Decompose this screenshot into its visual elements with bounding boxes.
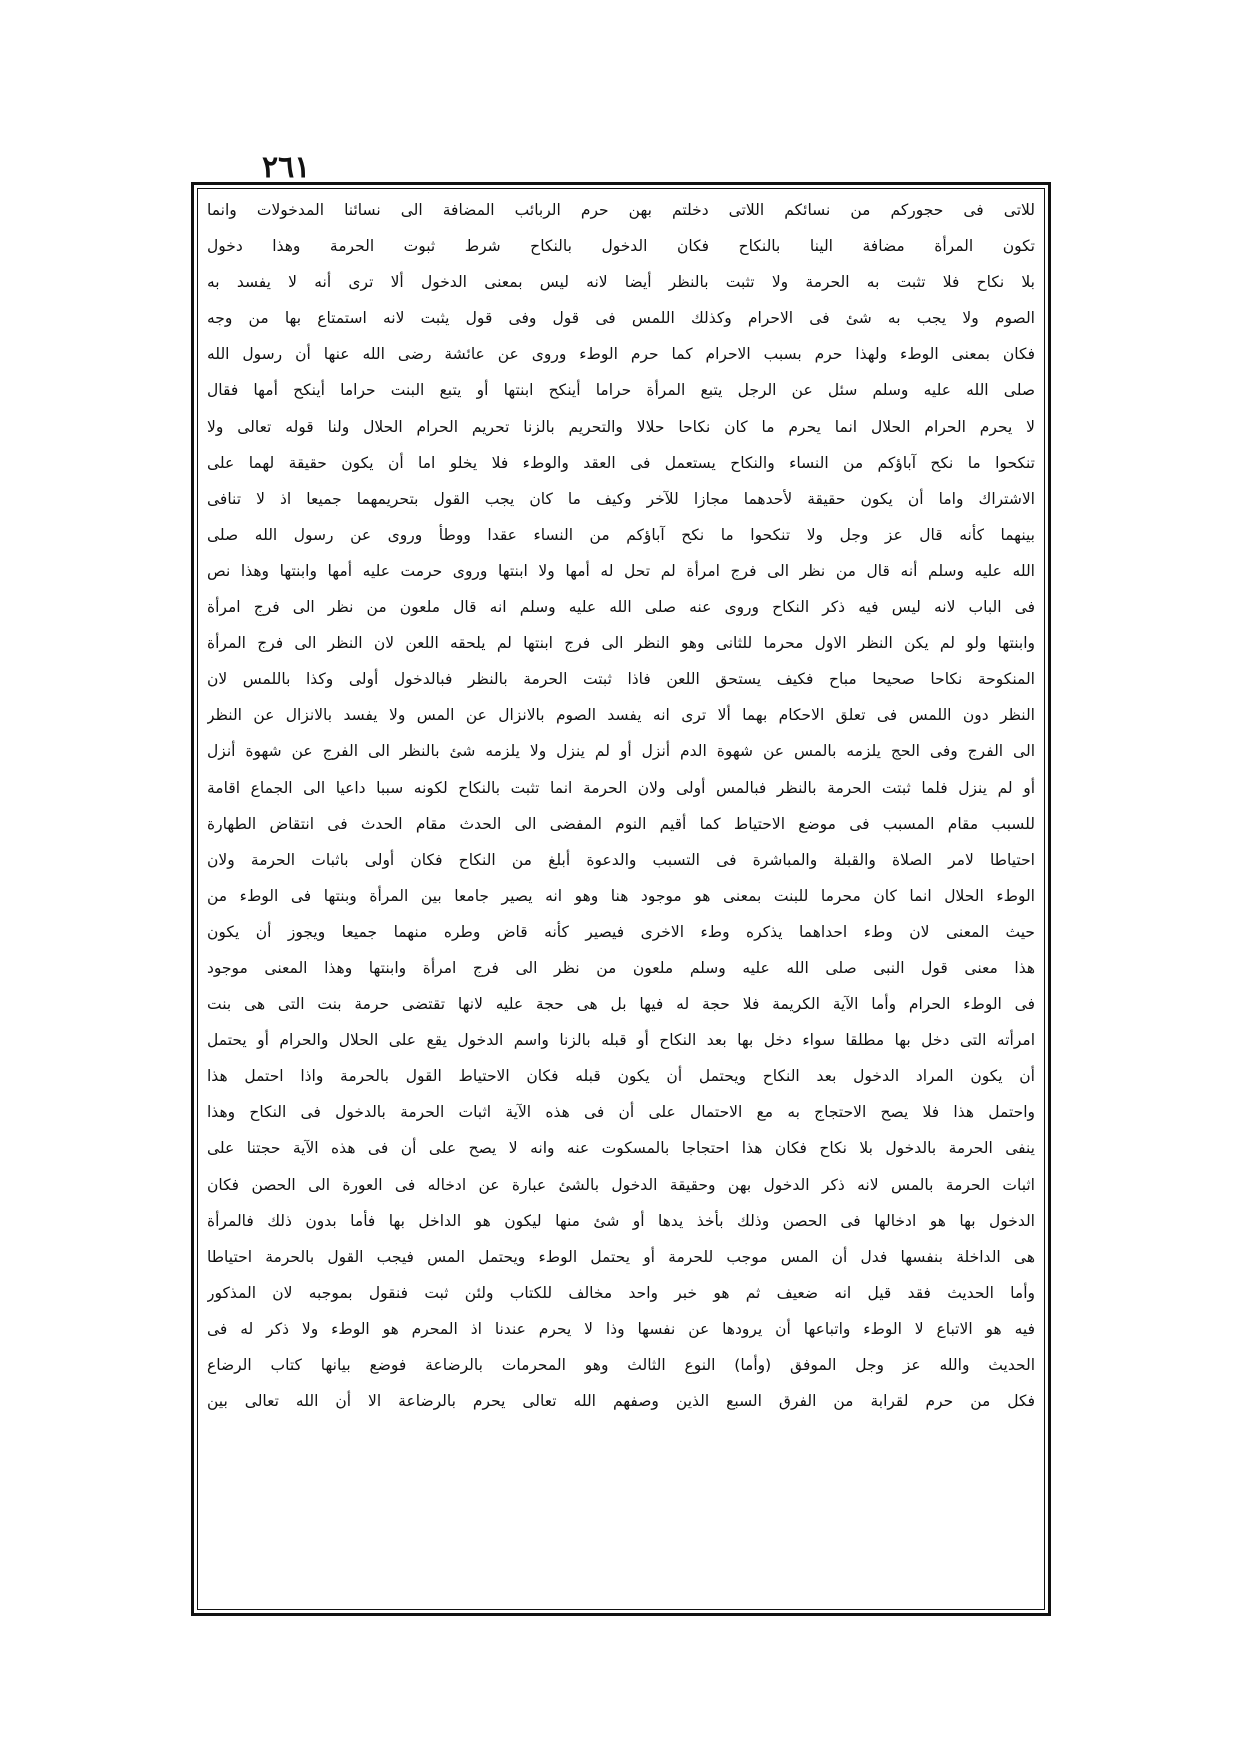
text-line: أن يكون المراد الدخول بعد النكاح ويحتمل أن يكون قبله فكان الاحتياط القول بالحرمة واذا احتمل هذا: [207, 1067, 1035, 1086]
text-line: فكل من حرم لقرابة من الفرق السبع الذين وصفهم الله تعالى يحرم بالرضاعة الا أن الله تعالى بين: [207, 1392, 1035, 1411]
text-line: فكان بمعنى الوطء ولهذا حرم بسبب الاحرام كما حرم الوطء وروى عن عائشة رضى الله عنها أن رسول الله: [207, 345, 1035, 364]
text-line: الوطء الحلال انما كان محرما للبنت بمعنى هو موجود هنا وهو انه يصير جامعا بين المرأة وبنتها فى الوطء من: [207, 886, 1035, 905]
text-line: امرأته التى دخل بها مطلقا سواء دخل بها بعد النكاح أو قبله بالزنا واسم الدخول يقع على الحلال والحرام أو يحتمل: [207, 1031, 1035, 1050]
text-line: الدخول بها هو ادخالها فى الحصن وذلك بأخذ يدها أو شئ منها ليكون هو الداخل بها فأما بدون ذلك فالمرأة: [207, 1211, 1035, 1230]
text-line: أو لم ينزل فلما ثبتت الحرمة بالنظر فبالمس أولى ولان الحرمة انما تثبت بالنكاح لكونه سببا داعيا الى الجماع اقامة: [207, 778, 1035, 797]
text-line: فى الوطء الحرام وأما الآية الكريمة فلا حجة له فيها بل هى حجة عليه لانها تقتضى حرمة بنت التى هى بنت: [207, 995, 1035, 1014]
text-line: اثبات الحرمة بالمس لانه ذكر الدخول بهن وحقيقة الدخول بالشئ عبارة عن ادخاله فى العورة الى الحصن فكان: [207, 1175, 1035, 1194]
text-line: وابنتها ولو لم يكن النظر الاول محرما للثانى وهو النظر الى فرج ابنتها لم يلحقه اللعن لان النظر الى فرج المرأة: [207, 634, 1035, 653]
text-line: هى الداخلة بنفسها فدل أن المس موجب للحرمة أو يحتمل الوطء ويحتمل المس فيجب القول بالحرمة احتياطا: [207, 1247, 1035, 1266]
body-text: [207, 192, 1035, 1602]
text-line: تكون المرأة مضافة الينا بالنكاح فكان الدخول بالنكاح شرط ثبوت الحرمة وهذا دخول: [207, 237, 1035, 256]
text-line: الصوم ولا يجب به شئ فى الاحرام وكذلك اللمس فى قول وفى قول يثبت لانه استمتاع بها من وجه: [207, 309, 1035, 328]
text-line: صلى الله عليه وسلم سئل عن الرجل يتبع المرأة حراما أينكح ابنتها أو يتبع البنت حراما أينكح أمها فقال: [207, 381, 1035, 400]
text-line: فى الباب لانه ليس فيه ذكر النكاح وروى عنه صلى الله عليه وسلم انه قال ملعون من نظر الى فرج امرأة: [207, 598, 1035, 617]
text-line: حيث المعنى لان وطء احداهما يذكره وطء الاخرى فيصير كأنه قاض وطره منهما جميعا ويجوز أن يكون: [207, 922, 1035, 941]
text-line: بلا نكاح فلا تثبت به الحرمة ولا تثبت بالنظر أيضا لانه ليس بمعنى الدخول ألا ترى أنه لا يفسد به: [207, 273, 1035, 292]
text-line: احتياطا لامر الصلاة والقبلة والمباشرة فى التسبب والدعوة أبلغ من النكاح فكان أولى باثبات الحرمة ولان: [207, 850, 1035, 869]
text-line: تنكحوا ما نكح آباؤكم من النساء والنكاح يستعمل فى العقد والوطء فلا يخلو اما أن يكون حقيقة لهما على: [207, 453, 1035, 472]
text-line: للاتى فى حجوركم من نسائكم اللاتى دخلتم بهن حرم الربائب المضافة الى نسائنا المدخولات وانما: [207, 201, 1035, 219]
text-line: لا يحرم الحرام الحلال انما يحرم ما كان نكاحا حلالا والتحريم بالزنا تحريم الحرام الحلال ولنا قوله تعالى ولا: [207, 417, 1035, 436]
text-line: هذا معنى قول النبى صلى الله عليه وسلم ملعون من نظر الى فرج امرأة وابنتها وهذا المعنى موجود: [207, 958, 1035, 977]
text-line: ينفى الحرمة بالدخول بلا نكاح فكان هذا احتجاجا بالمسكوت عنه وانه لا يصح على أن فى هذه الآية حجتنا على: [207, 1139, 1035, 1158]
text-line: وأما الحديث فقد قيل انه ضعيف ثم هو خبر واحد مخالف للكتاب ولئن ثبت فنقول بموجبه لان المذكور: [207, 1283, 1035, 1302]
text-line: فيه هو الاتباع لا الوطء واتباعها أن يرودها عن نفسها وذا لا يحرم عندنا اذ المحرم هو الوطء ولا ذكر له فى: [207, 1319, 1035, 1338]
text-line: واحتمل هذا فلا يصح الاحتجاج به مع الاحتمال على أن فى هذه الآية اثبات الحرمة بالدخول فى النكاح وهذا: [207, 1103, 1035, 1122]
text-line: الاشتراك واما أن يكون حقيقة لأحدهما مجازا للآخر وكيف ما كان يجب القول بتحريمهما جميعا اذ لا تنافى: [207, 489, 1035, 508]
page-number: ٢٦١: [262, 150, 311, 185]
text-line: للسبب مقام المسبب فى موضع الاحتياط كما أقيم النوم المفضى الى الحدث مقام الحدث فى انتقاض الطهارة: [207, 814, 1035, 833]
text-line: الحديث والله عز وجل الموفق (وأما) النوع الثالث وهو المحرمات بالرضاعة فوضع بيانها كتاب الرضاع: [207, 1356, 1035, 1374]
text-line: الله عليه وسلم أنه قال من نظر الى فرج امرأة لم تحل له أمها ولا ابنتها وروى حرمت عليه أمها وابنتها وهذا نص: [207, 561, 1035, 580]
text-line: بينهما كأنه قال عز وجل ولا تنكحوا ما نكح آباؤكم من النساء عقدا ووطأ وروى عن رسول الله صلى: [207, 525, 1035, 544]
text-line: النظر دون اللمس فى تعلق الاحكام بهما ألا ترى انه يفسد الصوم بالانزال عن المس ولا يفسد بالانزال عن النظر: [207, 706, 1035, 725]
text-line: الى الفرج وفى الحج يلزمه بالمس عن شهوة الدم أنزل أو لم ينزل ولا يلزمه شئ بالنظر الى الفرج عن شهوة أنزل: [207, 742, 1035, 761]
text-line: المنكوحة نكاحا صحيحا مباح فكيف يستحق اللعن فاذا ثبتت الحرمة بالنظر فبالدخول أولى وكذا باللمس لان: [207, 670, 1035, 689]
